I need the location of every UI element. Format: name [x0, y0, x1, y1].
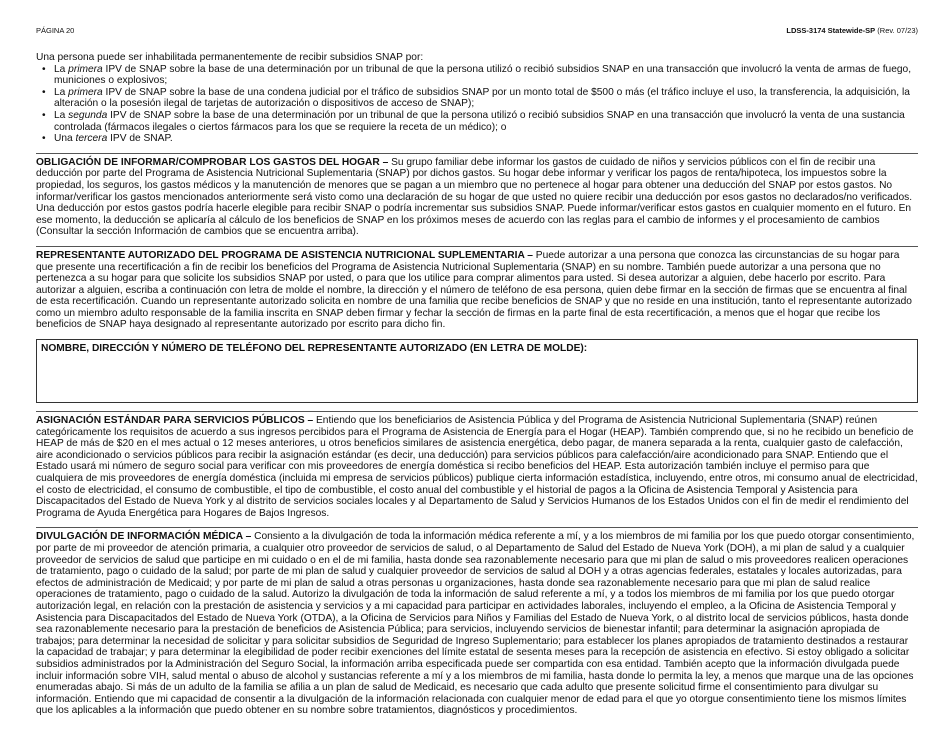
- standard-allowance-body: Entiendo que los beneficiarios de Asistencia Pública y del Programa de Asistencia Nutricional Suplementaria (SNAP) reúnen categóricamente los requisitos de acuerdo a sus ingresos percibidos para el Programa de Asistencia de Energía para el Hogar (HEAP). También comprendo que, si no he recibido un beneficio de HEAP de más de $20 en el mes actual o 12 meses anteriores, u otros beneficios similares de asistencia energética, debo pagar, de manera separada a la renta, cualquier gasto de calefacción, aire acondicionado o servicios públicos para recibir la asignación estándar (es decir, una deducción) para servicios públicos para calefacción/aire acondicionado para SNAP. Entiendo que el Estado usará mi número de seguro social para verificar con mis proveedores de energía doméstica si recibo beneficios del HEAP. Esta autorización también incluye el permiso para que cualquiera de mis proveedores de energía doméstica (incluida mi empresa de servicios públicos) publique cierta información estadística, incluyendo, entre otros, mi consumo anual de electricidad, el costo de electricidad, el consumo de combustible, el tipo de combustible, el costo anual del combustible y el historial de pagos a la Oficina de Asistencia Temporal y Asistencia para Discapacitados del Estado de Nueva York y al distrito de servicios sociales locales y al Departamento de Salud y Servicios Humanos de los Estados Unidos con el fin de medir el rendimiento del Programa de Ayuda Energética para Hogares de Bajos Ingresos.: [36, 415, 918, 519]
- form-revision: (Rev. 07/23): [877, 26, 918, 35]
- standard-allowance-section: [36, 411, 918, 519]
- item-emphasis: primera: [68, 63, 103, 75]
- item-prefix: La: [54, 109, 69, 121]
- representative-body: Puede autorizar a una persona que conozca las circunstancias de su hogar para que presente una recertificación a fin de recibir los beneficios del Programa de Asistencia Nutricional Suplementaria (SNAP) en su nombre. También puede autorizar a una persona que no pertenezca a su hogar para que solicite los subsidios SNAP por usted, o para que los utilice para comprar alimentos para usted. Si desea autorizar a alguien, debe hacerlo por escrito. Para autorizar a alguien, escriba a continuación con letra de molde el nombre, la dirección y el número de teléfono de esa persona, quien debe firmar en la sección de firmas que se encuentra al final de esta recertificación. Cuando un representante autorizado solicita en nombre de una familia que recibe beneficios de SNAP y que no reside en una institución, tanto el representante autorizado como un miembro adulto responsable de la familia inscrita en SNAP deben firmar y fechar la sección de firmas en la parte final de esta recertificación, a menos que el hogar que recibe los beneficios de SNAP haya designado al representante autorizado por escrito para dicho fin.: [36, 249, 912, 331]
- expenses-heading: OBLIGACIÓN DE INFORMAR/COMPROBAR LOS GASTOS DEL HOGAR –: [36, 156, 389, 168]
- item-emphasis: segunda: [68, 109, 108, 121]
- representative-section: [36, 246, 918, 403]
- item-text: IPV de SNAP.: [107, 133, 173, 145]
- disqualification-list: [36, 64, 918, 145]
- representative-field-label: NOMBRE, DIRECCIÓN Y NÚMERO DE TELÉFONO DEL REPRESENTANTE AUTORIZADO (EN LETRA DE MOLDE):: [41, 343, 588, 355]
- disqualification-intro: Una persona puede ser inhabilitada permanentemente de recibir subsidios SNAP por:: [36, 52, 424, 63]
- item-text: IPV de SNAP sobre la base de una determinación por un tribunal de que la persona utilizó o recibió subsidios SNAP en una transacción que involucró la venta de una sustancia controlada (fármacos ilegales o ciertos fármacos para los que se requiere la receta de un médico); o: [54, 109, 905, 133]
- expenses-paragraph: [36, 157, 918, 238]
- medical-body: Consiento a la divulgación de toda la información médica referente a mí, y a los miembros de mi familia por los que puedo otorgar consentimiento, por parte de mi proveedor de atención primaria, a cualquier otro proveedor de servicios de salud, o al Departamento de Salud del Estado de Nueva York (DOH), a mi plan de salud y a cualquier proveedor de servicios de salud que participe en mi cuidado o en el de mi familia, hasta donde sea razonablemente necesario para que mi plan de salud o mis proveedores realicen operaciones de tratamiento, pago o cuidado de la salud; por parte de mi plan de salud y cualquier proveedor de servicios de salud al DOH y a otras agencias federales, estatales y locales autorizadas, para efectos de administración de Medicaid; y por parte de mi plan de salud a otras personas u organizaciones, hasta donde sea razonablemente necesario para que mi plan de salud realice operaciones de tratamiento, pago o cuidado de la salud. Autorizo la divulgación de toda la información de salud referente a mí, y a todos los miembros de mi familia por los que puedo otorgar autorización legal, en relación con la prestación de asistencia y servicios y a mi capacidad para participar en actividades laborales, incluyendo el empleo, a la Oficina de Asistencia Temporal y Asistencia para Discapacitados del Estado de Nueva York (OTDA), a la Oficina de Servicios para Niños y Familias del Estado de Nueva York, o al distrito local de servicios públicos, hasta donde sea razonablemente necesario para la prestación de beneficios de Asistencia Pública; para servicios, incluyendo servicios de bienestar infantil; para determinar la asignación apropiada de trabajos; para determinar la necesidad de solicitar y para solicitar subsidios de Seguridad de Ingreso Suplementario; para establecer los planes apropiados de tratamiento destinados a restaurar la capacidad de trabajar; y para determinar la elegibilidad de poder recibir exenciones del límite estatal de sesenta meses para la recepción de asistencia en efectivo. Si estoy obligado a solicitar subsidios administrados por la Administración del Seguro Social, la información arriba especificada puede ser compartida con esa entidad. También acepto que la información divulgada puede incluir información sobre VIH, salud mental o abuso de alcohol y sustancias referente a mí y a los miembros de mi familia, hasta donde lo permita la ley, a menos que marque una de las opciones enumeradas abajo. Si más de un adulto de la familia se afilia a un plan de salud de Medicaid, es necesario que cada adulto que presente solicitud firme el consentimiento para divulgar su información. Entiendo que mi capacidad de consentir a la divulgación de la información relacionada con cualquier menor de edad para el que yo otorgue consentimiento tiene los mismos límites que los aplicables a la información que puedo obtener en su nombre sobre tratamientos, diagnósticos y procedimientos.: [36, 531, 915, 717]
- list-item: [54, 87, 918, 110]
- page-number: PÁGINA 20: [36, 26, 75, 35]
- document-body: [36, 52, 918, 717]
- item-prefix: La: [54, 63, 69, 75]
- disqualification-section: [36, 52, 918, 145]
- item-prefix: Una: [54, 133, 76, 145]
- standard-allowance-paragraph: [36, 415, 918, 519]
- list-item: [54, 110, 918, 133]
- item-emphasis: tercera: [75, 133, 108, 145]
- medical-paragraph: [36, 531, 918, 717]
- standard-allowance-heading: ASIGNACIÓN ESTÁNDAR PARA SERVICIOS PÚBLICOS –: [36, 415, 314, 427]
- list-item: [54, 64, 918, 87]
- form-id: LDSS-3174 Statewide-SP: [786, 26, 876, 35]
- form-identifier: [786, 26, 918, 35]
- representative-heading: REPRESENTANTE AUTORIZADO DEL PROGRAMA DE ASISTENCIA NUTRICIONAL SUPLEMENTARIA –: [36, 249, 533, 261]
- medical-heading: DIVULGACIÓN DE INFORMACIÓN MÉDICA –: [36, 531, 252, 543]
- representative-paragraph: [36, 250, 918, 331]
- expenses-section: [36, 153, 918, 238]
- representative-info-field[interactable]: [36, 339, 918, 403]
- expenses-body: Su grupo familiar debe informar los gastos de cuidado de niños y servicios públicos con el fin de recibir una deducción por parte del Programa de Asistencia Nutricional Suplementaria (SNAP) por dichos gastos. Su hogar debe informar y verificar los pagos de renta/hipoteca, los impuestos sobre la propiedad, los seguros, los gastos médicos y la manutención de menores que se pagan a un miembro que no pertenece al hogar para obtener una deducción del SNAP por estos gastos. No informar/verificar los gastos mencionados anteriormente será visto como una declaración de su hogar de que usted no quiere recibir una deducción por esos gastos no declarados/no verificados. Una deducción por estos gastos podría hacerle elegible para recibir SNAP o podría incrementar sus subsidios SNAP. Puede informar/verificar estos gastos en cualquier momento en el futuro. En ese momento, la deducción se aplicaría al cálculo de los beneficios de SNAP en los próximos meses de acuerdo con las reglas para el cambio de informes y el procesamiento de cambios (Consultar la sección Información de cambios que se encuentra arriba).: [36, 156, 913, 238]
- item-text: IPV de SNAP sobre la base de una condena judicial por el tráfico de subsidios SNAP por un monto total de $500 o más (el tráfico incluye el uso, la transferencia, la adquisición, la alteración o la posesión ilegal de tarjetas de autorización o dispositivos de acceso de SNAP);: [54, 86, 910, 110]
- list-item: [54, 133, 918, 145]
- item-text: IPV de SNAP sobre la base de una determinación por un tribunal de que la persona utilizó o recibió subsidios SNAP en una transacción que involucró la venta de armas de fuego, municiones o explosivos;: [54, 63, 912, 87]
- item-emphasis: primera: [68, 86, 103, 98]
- item-prefix: La: [54, 86, 69, 98]
- medical-section: [36, 527, 918, 717]
